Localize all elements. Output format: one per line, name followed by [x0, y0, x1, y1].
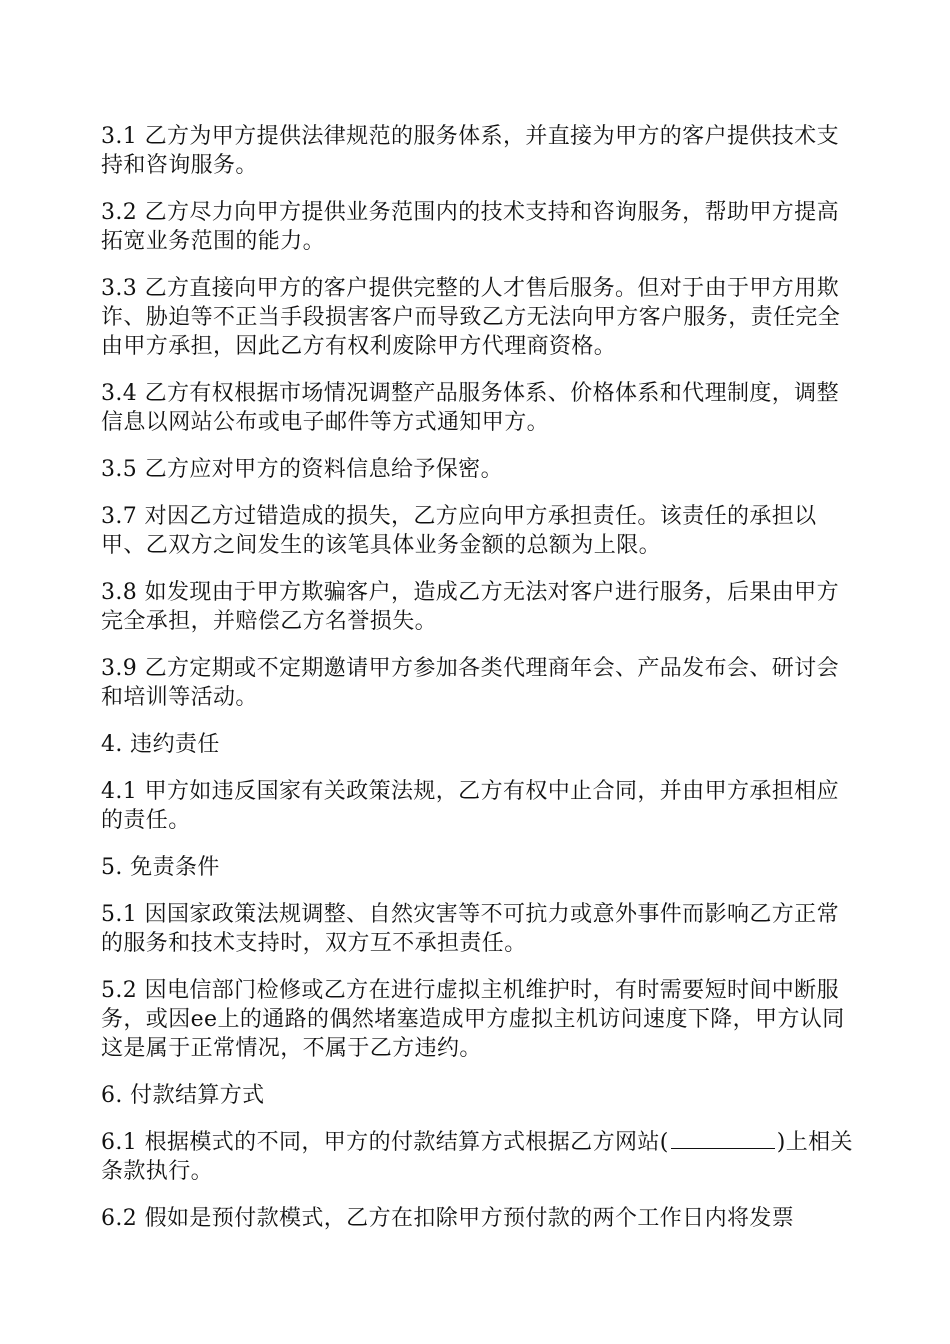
website-blank-line — [671, 1128, 775, 1149]
clause-3-1: 3.1 乙方为甲方提供法律规范的服务体系，并直接为甲方的客户提供技术支持和咨询服务。 — [101, 124, 839, 178]
clause-4-1: 4.1 甲方如违反国家有关政策法规，乙方有权中止合同，并由甲方承担相应的责任。 — [101, 779, 839, 833]
clause-3-2: 3.2 乙方尽力向甲方提供业务范围内的技术支持和咨询服务，帮助甲方提高拓宽业务范围的能力。 — [101, 200, 839, 254]
section-6-heading: 6. 付款结算方式 — [101, 1083, 265, 1108]
clause-5-1: 5.1 因国家政策法规调整、自然灾害等不可抗力或意外事件而影响乙方正常的服务和技术支持时，双方互不承担责任。 — [101, 902, 839, 956]
clause-6-2: 6.2 假如是预付款模式，乙方在扣除甲方预付款的两个工作日内将发票 — [101, 1206, 795, 1231]
section-5-heading: 5. 免责条件 — [101, 855, 220, 880]
clause-3-4: 3.4 乙方有权根据市场情况调整产品服务体系、价格体系和代理制度，调整信息以网站公布或电子邮件等方式通知甲方。 — [101, 381, 839, 435]
clause-3-9: 3.9 乙方定期或不定期邀请甲方参加各类代理商年会、产品发布会、研讨会和培训等活动。 — [101, 656, 839, 710]
clause-3-8: 3.8 如发现由于甲方欺骗客户，造成乙方无法对客户进行服务，后果由甲方完全承担，并赔偿乙方名誉损失。 — [101, 580, 839, 634]
clause-3-3: 3.3 乙方直接向甲方的客户提供完整的人才售后服务。但对于由于甲方用欺诈、胁迫等不正当手段损害客户而导致乙方无法向甲方客户服务，责任完全由甲方承担，因此乙方有权利废除甲方代理商资格。 — [101, 276, 841, 359]
clause-6-1-text-before: 6.1 根据模式的不同，甲方的付款结算方式根据乙方网站( — [101, 1130, 669, 1155]
clause-3-5: 3.5 乙方应对甲方的资料信息给予保密。 — [101, 457, 503, 482]
clause-3-7: 3.7 对因乙方过错造成的损失，乙方应向甲方承担责任。该责任的承担以甲、乙双方之间发生的该笔具体业务金额的总额为上限。 — [101, 504, 817, 558]
clause-6-1 — [101, 1128, 861, 1186]
clause-5-2: 5.2 因电信部门检修或乙方在进行虚拟主机维护时，有时需要短时间中断服务，或因ee上的通路的偶然堵塞造成甲方虚拟主机访问速度下降，甲方认同这是属于正常情况，不属于乙方违约。 — [101, 978, 845, 1061]
clause-6-1-text-after: )上相关条款执行。 — [101, 1130, 853, 1184]
section-4-heading: 4. 违约责任 — [101, 732, 220, 757]
document-body — [101, 122, 861, 1251]
